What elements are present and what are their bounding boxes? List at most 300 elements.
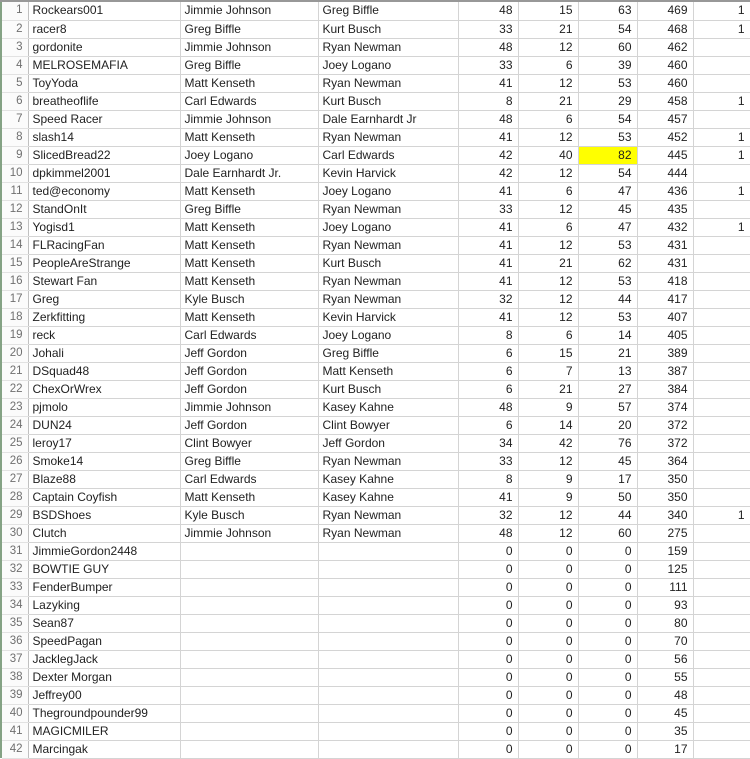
flag-cell[interactable]: [693, 236, 750, 254]
flag-cell[interactable]: [693, 110, 750, 128]
week-total-cell[interactable]: 0: [578, 668, 637, 686]
flag-cell[interactable]: [693, 272, 750, 290]
driver1-points-cell[interactable]: 33: [458, 56, 518, 74]
driver1-points-cell[interactable]: 8: [458, 92, 518, 110]
driver2-cell[interactable]: Ryan Newman: [318, 128, 458, 146]
row-number-cell[interactable]: 1: [2, 2, 28, 20]
flag-cell[interactable]: [693, 380, 750, 398]
driver2-cell[interactable]: Kurt Busch: [318, 380, 458, 398]
username-cell[interactable]: Blaze88: [28, 470, 180, 488]
driver1-cell[interactable]: Joey Logano: [180, 146, 318, 164]
season-total-cell[interactable]: 45: [637, 704, 693, 722]
driver2-cell[interactable]: Kasey Kahne: [318, 488, 458, 506]
flag-cell[interactable]: [693, 470, 750, 488]
username-cell[interactable]: JimmieGordon2448: [28, 542, 180, 560]
season-total-cell[interactable]: 444: [637, 164, 693, 182]
week-total-cell[interactable]: 0: [578, 722, 637, 740]
username-cell[interactable]: Johali: [28, 344, 180, 362]
flag-cell[interactable]: [693, 38, 750, 56]
driver2-points-cell[interactable]: 0: [518, 560, 578, 578]
row-number-cell[interactable]: 14: [2, 236, 28, 254]
row-number-cell[interactable]: 13: [2, 218, 28, 236]
driver1-cell[interactable]: Matt Kenseth: [180, 182, 318, 200]
week-total-cell[interactable]: 0: [578, 686, 637, 704]
week-total-cell[interactable]: 62: [578, 254, 637, 272]
week-total-cell[interactable]: 0: [578, 632, 637, 650]
driver2-cell[interactable]: [318, 704, 458, 722]
driver1-points-cell[interactable]: 0: [458, 704, 518, 722]
driver2-points-cell[interactable]: 15: [518, 2, 578, 20]
flag-cell[interactable]: 1: [693, 218, 750, 236]
username-cell[interactable]: Stewart Fan: [28, 272, 180, 290]
username-cell[interactable]: Yogisd1: [28, 218, 180, 236]
flag-cell[interactable]: 1: [693, 2, 750, 20]
week-total-cell[interactable]: 54: [578, 20, 637, 38]
row-number-cell[interactable]: 27: [2, 470, 28, 488]
driver1-cell[interactable]: Jimmie Johnson: [180, 38, 318, 56]
flag-cell[interactable]: [693, 434, 750, 452]
driver2-points-cell[interactable]: 0: [518, 542, 578, 560]
username-cell[interactable]: FenderBumper: [28, 578, 180, 596]
driver1-points-cell[interactable]: 0: [458, 596, 518, 614]
driver1-cell[interactable]: Jimmie Johnson: [180, 2, 318, 20]
driver2-points-cell[interactable]: 12: [518, 290, 578, 308]
season-total-cell[interactable]: 80: [637, 614, 693, 632]
season-total-cell[interactable]: 364: [637, 452, 693, 470]
driver2-cell[interactable]: Joey Logano: [318, 56, 458, 74]
season-total-cell[interactable]: 468: [637, 20, 693, 38]
row-number-cell[interactable]: 37: [2, 650, 28, 668]
driver2-points-cell[interactable]: 6: [518, 326, 578, 344]
username-cell[interactable]: Thegroundpounder99: [28, 704, 180, 722]
week-total-cell[interactable]: 0: [578, 542, 637, 560]
driver2-points-cell[interactable]: 12: [518, 236, 578, 254]
flag-cell[interactable]: [693, 344, 750, 362]
driver1-points-cell[interactable]: 48: [458, 524, 518, 542]
flag-cell[interactable]: [693, 308, 750, 326]
flag-cell[interactable]: [693, 596, 750, 614]
week-total-cell[interactable]: 50: [578, 488, 637, 506]
driver2-cell[interactable]: Kurt Busch: [318, 254, 458, 272]
driver2-cell[interactable]: Ryan Newman: [318, 236, 458, 254]
season-total-cell[interactable]: 462: [637, 38, 693, 56]
week-total-cell[interactable]: 45: [578, 452, 637, 470]
row-number-cell[interactable]: 15: [2, 254, 28, 272]
driver1-cell[interactable]: Matt Kenseth: [180, 272, 318, 290]
driver1-points-cell[interactable]: 34: [458, 434, 518, 452]
flag-cell[interactable]: [693, 686, 750, 704]
driver1-cell[interactable]: Matt Kenseth: [180, 236, 318, 254]
driver1-points-cell[interactable]: 6: [458, 344, 518, 362]
season-total-cell[interactable]: 389: [637, 344, 693, 362]
username-cell[interactable]: Lazyking: [28, 596, 180, 614]
driver1-cell[interactable]: Jeff Gordon: [180, 416, 318, 434]
row-number-cell[interactable]: 8: [2, 128, 28, 146]
flag-cell[interactable]: [693, 290, 750, 308]
week-total-cell[interactable]: 53: [578, 236, 637, 254]
driver1-cell[interactable]: [180, 542, 318, 560]
driver1-points-cell[interactable]: 0: [458, 722, 518, 740]
driver1-cell[interactable]: Carl Edwards: [180, 326, 318, 344]
driver2-points-cell[interactable]: 0: [518, 740, 578, 758]
season-total-cell[interactable]: 111: [637, 578, 693, 596]
driver2-points-cell[interactable]: 42: [518, 434, 578, 452]
username-cell[interactable]: FLRacingFan: [28, 236, 180, 254]
driver1-cell[interactable]: Matt Kenseth: [180, 488, 318, 506]
driver1-points-cell[interactable]: 0: [458, 650, 518, 668]
username-cell[interactable]: reck: [28, 326, 180, 344]
username-cell[interactable]: JacklegJack: [28, 650, 180, 668]
driver1-cell[interactable]: Dale Earnhardt Jr.: [180, 164, 318, 182]
driver1-cell[interactable]: [180, 596, 318, 614]
season-total-cell[interactable]: 460: [637, 74, 693, 92]
season-total-cell[interactable]: 350: [637, 488, 693, 506]
driver2-points-cell[interactable]: 15: [518, 344, 578, 362]
flag-cell[interactable]: [693, 56, 750, 74]
driver2-points-cell[interactable]: 0: [518, 614, 578, 632]
driver1-cell[interactable]: Matt Kenseth: [180, 308, 318, 326]
season-total-cell[interactable]: 436: [637, 182, 693, 200]
driver2-cell[interactable]: Ryan Newman: [318, 272, 458, 290]
username-cell[interactable]: leroy17: [28, 434, 180, 452]
row-number-cell[interactable]: 36: [2, 632, 28, 650]
driver2-cell[interactable]: [318, 668, 458, 686]
username-cell[interactable]: ToyYoda: [28, 74, 180, 92]
driver2-points-cell[interactable]: 21: [518, 92, 578, 110]
username-cell[interactable]: ted@economy: [28, 182, 180, 200]
username-cell[interactable]: ChexOrWrex: [28, 380, 180, 398]
row-number-cell[interactable]: 41: [2, 722, 28, 740]
driver2-cell[interactable]: Kevin Harvick: [318, 164, 458, 182]
driver2-cell[interactable]: [318, 722, 458, 740]
username-cell[interactable]: Clutch: [28, 524, 180, 542]
week-total-cell[interactable]: 13: [578, 362, 637, 380]
driver2-cell[interactable]: Kasey Kahne: [318, 470, 458, 488]
week-total-cell[interactable]: 0: [578, 650, 637, 668]
season-total-cell[interactable]: 445: [637, 146, 693, 164]
flag-cell[interactable]: [693, 578, 750, 596]
driver1-points-cell[interactable]: 33: [458, 20, 518, 38]
week-total-cell[interactable]: 0: [578, 614, 637, 632]
week-total-cell[interactable]: 60: [578, 38, 637, 56]
username-cell[interactable]: racer8: [28, 20, 180, 38]
driver2-cell[interactable]: Ryan Newman: [318, 290, 458, 308]
driver1-points-cell[interactable]: 41: [458, 74, 518, 92]
driver2-cell[interactable]: [318, 578, 458, 596]
flag-cell[interactable]: [693, 164, 750, 182]
driver1-points-cell[interactable]: 32: [458, 290, 518, 308]
flag-cell[interactable]: 1: [693, 92, 750, 110]
week-total-cell[interactable]: 0: [578, 578, 637, 596]
username-cell[interactable]: BOWTIE GUY: [28, 560, 180, 578]
row-number-cell[interactable]: 16: [2, 272, 28, 290]
driver2-points-cell[interactable]: 0: [518, 722, 578, 740]
row-number-cell[interactable]: 17: [2, 290, 28, 308]
driver2-points-cell[interactable]: 0: [518, 596, 578, 614]
row-number-cell[interactable]: 6: [2, 92, 28, 110]
week-total-cell[interactable]: 14: [578, 326, 637, 344]
driver2-points-cell[interactable]: 6: [518, 182, 578, 200]
username-cell[interactable]: MELROSEMAFIA: [28, 56, 180, 74]
highlighted-cell[interactable]: 82: [578, 146, 637, 164]
driver2-cell[interactable]: [318, 650, 458, 668]
username-cell[interactable]: pjmolo: [28, 398, 180, 416]
username-cell[interactable]: Speed Racer: [28, 110, 180, 128]
season-total-cell[interactable]: 417: [637, 290, 693, 308]
driver2-points-cell[interactable]: 0: [518, 650, 578, 668]
row-number-cell[interactable]: 40: [2, 704, 28, 722]
driver1-cell[interactable]: [180, 578, 318, 596]
username-cell[interactable]: dpkimmel2001: [28, 164, 180, 182]
driver1-cell[interactable]: [180, 614, 318, 632]
season-total-cell[interactable]: 418: [637, 272, 693, 290]
season-total-cell[interactable]: 431: [637, 254, 693, 272]
driver2-cell[interactable]: [318, 542, 458, 560]
driver2-cell[interactable]: Kasey Kahne: [318, 398, 458, 416]
week-total-cell[interactable]: 44: [578, 290, 637, 308]
driver1-points-cell[interactable]: 48: [458, 110, 518, 128]
season-total-cell[interactable]: 56: [637, 650, 693, 668]
driver1-cell[interactable]: [180, 686, 318, 704]
username-cell[interactable]: slash14: [28, 128, 180, 146]
row-number-cell[interactable]: 30: [2, 524, 28, 542]
driver1-cell[interactable]: Jimmie Johnson: [180, 398, 318, 416]
driver1-cell[interactable]: [180, 740, 318, 758]
username-cell[interactable]: Zerkfitting: [28, 308, 180, 326]
driver2-points-cell[interactable]: 12: [518, 164, 578, 182]
driver2-points-cell[interactable]: 12: [518, 128, 578, 146]
season-total-cell[interactable]: 431: [637, 236, 693, 254]
driver1-cell[interactable]: Jeff Gordon: [180, 344, 318, 362]
row-number-cell[interactable]: 38: [2, 668, 28, 686]
season-total-cell[interactable]: 374: [637, 398, 693, 416]
driver2-cell[interactable]: Carl Edwards: [318, 146, 458, 164]
driver1-points-cell[interactable]: 41: [458, 272, 518, 290]
flag-cell[interactable]: [693, 488, 750, 506]
row-number-cell[interactable]: 12: [2, 200, 28, 218]
driver1-cell[interactable]: Clint Bowyer: [180, 434, 318, 452]
username-cell[interactable]: Rockears001: [28, 2, 180, 20]
driver2-points-cell[interactable]: 0: [518, 704, 578, 722]
driver1-cell[interactable]: Kyle Busch: [180, 506, 318, 524]
driver2-cell[interactable]: Kurt Busch: [318, 20, 458, 38]
driver1-cell[interactable]: [180, 650, 318, 668]
driver2-cell[interactable]: Joey Logano: [318, 182, 458, 200]
week-total-cell[interactable]: 29: [578, 92, 637, 110]
driver2-cell[interactable]: Greg Biffle: [318, 344, 458, 362]
driver2-cell[interactable]: Ryan Newman: [318, 506, 458, 524]
season-total-cell[interactable]: 350: [637, 470, 693, 488]
flag-cell[interactable]: [693, 362, 750, 380]
driver2-cell[interactable]: Ryan Newman: [318, 38, 458, 56]
week-total-cell[interactable]: 0: [578, 740, 637, 758]
week-total-cell[interactable]: 54: [578, 164, 637, 182]
flag-cell[interactable]: [693, 740, 750, 758]
season-total-cell[interactable]: 384: [637, 380, 693, 398]
row-number-cell[interactable]: 25: [2, 434, 28, 452]
flag-cell[interactable]: [693, 326, 750, 344]
driver1-points-cell[interactable]: 0: [458, 632, 518, 650]
flag-cell[interactable]: [693, 398, 750, 416]
driver2-cell[interactable]: Joey Logano: [318, 326, 458, 344]
week-total-cell[interactable]: 54: [578, 110, 637, 128]
driver1-cell[interactable]: Matt Kenseth: [180, 128, 318, 146]
username-cell[interactable]: SpeedPagan: [28, 632, 180, 650]
driver2-points-cell[interactable]: 12: [518, 200, 578, 218]
week-total-cell[interactable]: 17: [578, 470, 637, 488]
season-total-cell[interactable]: 435: [637, 200, 693, 218]
season-total-cell[interactable]: 55: [637, 668, 693, 686]
season-total-cell[interactable]: 35: [637, 722, 693, 740]
flag-cell[interactable]: [693, 722, 750, 740]
week-total-cell[interactable]: 45: [578, 200, 637, 218]
driver2-points-cell[interactable]: 0: [518, 686, 578, 704]
week-total-cell[interactable]: 53: [578, 272, 637, 290]
driver2-points-cell[interactable]: 40: [518, 146, 578, 164]
row-number-cell[interactable]: 4: [2, 56, 28, 74]
row-number-cell[interactable]: 19: [2, 326, 28, 344]
username-cell[interactable]: Jeffrey00: [28, 686, 180, 704]
username-cell[interactable]: StandOnIt: [28, 200, 180, 218]
driver2-cell[interactable]: Kurt Busch: [318, 92, 458, 110]
driver1-points-cell[interactable]: 41: [458, 308, 518, 326]
driver2-points-cell[interactable]: 21: [518, 20, 578, 38]
row-number-cell[interactable]: 11: [2, 182, 28, 200]
driver2-cell[interactable]: [318, 686, 458, 704]
row-number-cell[interactable]: 5: [2, 74, 28, 92]
season-total-cell[interactable]: 48: [637, 686, 693, 704]
row-number-cell[interactable]: 21: [2, 362, 28, 380]
row-number-cell[interactable]: 42: [2, 740, 28, 758]
driver1-cell[interactable]: [180, 704, 318, 722]
driver2-cell[interactable]: [318, 614, 458, 632]
username-cell[interactable]: Greg: [28, 290, 180, 308]
driver1-points-cell[interactable]: 8: [458, 470, 518, 488]
season-total-cell[interactable]: 407: [637, 308, 693, 326]
driver2-cell[interactable]: Kevin Harvick: [318, 308, 458, 326]
flag-cell[interactable]: [693, 614, 750, 632]
driver1-points-cell[interactable]: 41: [458, 128, 518, 146]
driver1-cell[interactable]: [180, 560, 318, 578]
flag-cell[interactable]: 1: [693, 128, 750, 146]
season-total-cell[interactable]: 70: [637, 632, 693, 650]
flag-cell[interactable]: [693, 524, 750, 542]
row-number-cell[interactable]: 10: [2, 164, 28, 182]
driver1-cell[interactable]: Jimmie Johnson: [180, 524, 318, 542]
driver2-cell[interactable]: [318, 740, 458, 758]
season-total-cell[interactable]: 452: [637, 128, 693, 146]
driver2-points-cell[interactable]: 0: [518, 668, 578, 686]
driver1-cell[interactable]: [180, 722, 318, 740]
row-number-cell[interactable]: 7: [2, 110, 28, 128]
username-cell[interactable]: DSquad48: [28, 362, 180, 380]
driver2-points-cell[interactable]: 6: [518, 218, 578, 236]
flag-cell[interactable]: [693, 542, 750, 560]
driver2-cell[interactable]: [318, 632, 458, 650]
driver1-cell[interactable]: Jeff Gordon: [180, 362, 318, 380]
driver1-cell[interactable]: Greg Biffle: [180, 20, 318, 38]
driver1-points-cell[interactable]: 32: [458, 506, 518, 524]
week-total-cell[interactable]: 57: [578, 398, 637, 416]
driver1-cell[interactable]: Greg Biffle: [180, 56, 318, 74]
season-total-cell[interactable]: 125: [637, 560, 693, 578]
driver1-cell[interactable]: Kyle Busch: [180, 290, 318, 308]
flag-cell[interactable]: [693, 254, 750, 272]
season-total-cell[interactable]: 93: [637, 596, 693, 614]
driver1-points-cell[interactable]: 42: [458, 146, 518, 164]
driver1-points-cell[interactable]: 42: [458, 164, 518, 182]
driver2-points-cell[interactable]: 0: [518, 632, 578, 650]
driver1-points-cell[interactable]: 0: [458, 686, 518, 704]
row-number-cell[interactable]: 39: [2, 686, 28, 704]
driver2-cell[interactable]: Matt Kenseth: [318, 362, 458, 380]
driver1-points-cell[interactable]: 41: [458, 254, 518, 272]
flag-cell[interactable]: [693, 704, 750, 722]
driver2-points-cell[interactable]: 9: [518, 488, 578, 506]
flag-cell[interactable]: [693, 200, 750, 218]
driver2-points-cell[interactable]: 6: [518, 110, 578, 128]
driver2-points-cell[interactable]: 7: [518, 362, 578, 380]
driver1-points-cell[interactable]: 33: [458, 200, 518, 218]
driver2-cell[interactable]: [318, 596, 458, 614]
flag-cell[interactable]: 1: [693, 146, 750, 164]
week-total-cell[interactable]: 20: [578, 416, 637, 434]
driver2-cell[interactable]: Ryan Newman: [318, 200, 458, 218]
username-cell[interactable]: Dexter Morgan: [28, 668, 180, 686]
username-cell[interactable]: SlicedBread22: [28, 146, 180, 164]
driver1-points-cell[interactable]: 0: [458, 560, 518, 578]
week-total-cell[interactable]: 0: [578, 596, 637, 614]
flag-cell[interactable]: [693, 632, 750, 650]
row-number-cell[interactable]: 31: [2, 542, 28, 560]
week-total-cell[interactable]: 44: [578, 506, 637, 524]
week-total-cell[interactable]: 47: [578, 182, 637, 200]
row-number-cell[interactable]: 26: [2, 452, 28, 470]
row-number-cell[interactable]: 2: [2, 20, 28, 38]
driver2-points-cell[interactable]: 14: [518, 416, 578, 434]
season-total-cell[interactable]: 469: [637, 2, 693, 20]
driver1-points-cell[interactable]: 0: [458, 578, 518, 596]
driver2-points-cell[interactable]: 21: [518, 254, 578, 272]
row-number-cell[interactable]: 35: [2, 614, 28, 632]
driver2-points-cell[interactable]: 12: [518, 308, 578, 326]
week-total-cell[interactable]: 60: [578, 524, 637, 542]
driver1-points-cell[interactable]: 0: [458, 668, 518, 686]
flag-cell[interactable]: [693, 650, 750, 668]
flag-cell[interactable]: [693, 668, 750, 686]
driver1-points-cell[interactable]: 41: [458, 488, 518, 506]
season-total-cell[interactable]: 432: [637, 218, 693, 236]
driver1-points-cell[interactable]: 8: [458, 326, 518, 344]
season-total-cell[interactable]: 275: [637, 524, 693, 542]
flag-cell[interactable]: 1: [693, 506, 750, 524]
driver2-cell[interactable]: Jeff Gordon: [318, 434, 458, 452]
driver1-points-cell[interactable]: 48: [458, 398, 518, 416]
driver2-points-cell[interactable]: 12: [518, 74, 578, 92]
week-total-cell[interactable]: 0: [578, 704, 637, 722]
driver1-points-cell[interactable]: 0: [458, 614, 518, 632]
driver2-points-cell[interactable]: 6: [518, 56, 578, 74]
driver1-cell[interactable]: Matt Kenseth: [180, 254, 318, 272]
row-number-cell[interactable]: 23: [2, 398, 28, 416]
driver1-points-cell[interactable]: 6: [458, 362, 518, 380]
driver1-cell[interactable]: Matt Kenseth: [180, 218, 318, 236]
driver1-points-cell[interactable]: 41: [458, 182, 518, 200]
row-number-cell[interactable]: 29: [2, 506, 28, 524]
row-number-cell[interactable]: 24: [2, 416, 28, 434]
driver1-points-cell[interactable]: 41: [458, 218, 518, 236]
username-cell[interactable]: PeopleAreStrange: [28, 254, 180, 272]
